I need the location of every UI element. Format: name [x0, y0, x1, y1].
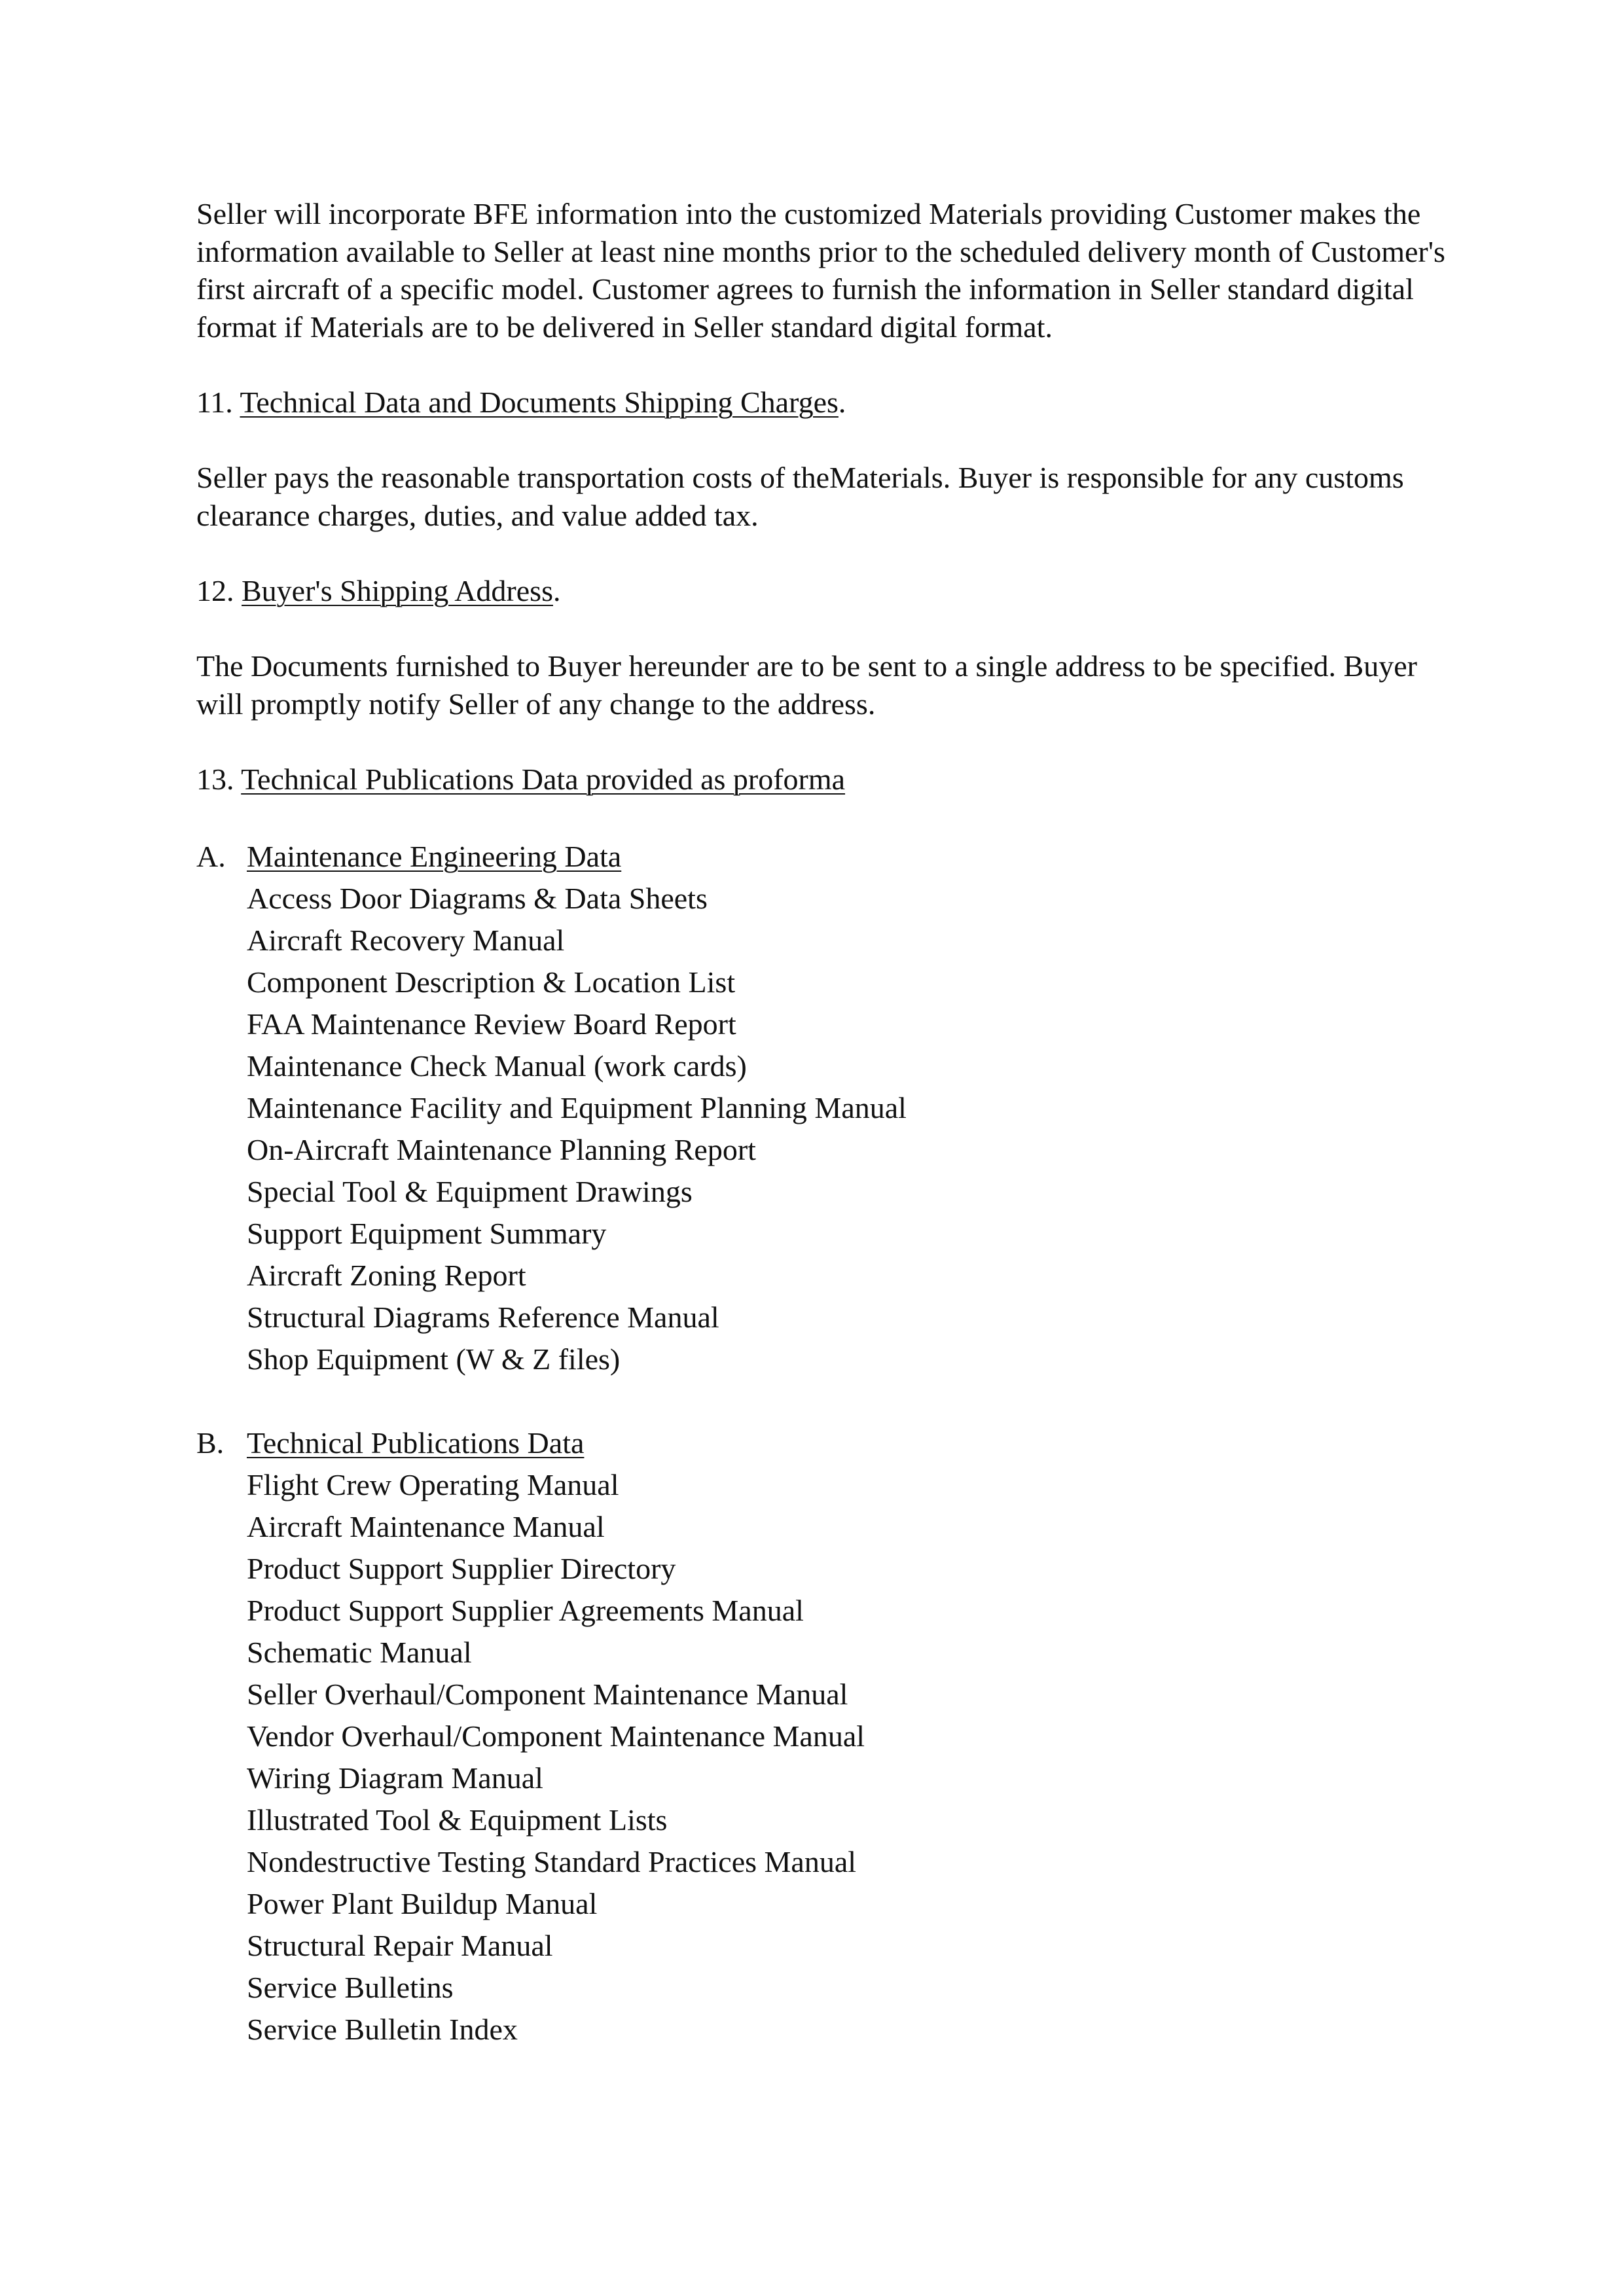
list-item: Maintenance Facility and Equipment Planning Manual [247, 1091, 907, 1125]
list-item: Special Tool & Equipment Drawings [247, 1175, 693, 1209]
spacer [196, 723, 1466, 761]
list-item: Shop Equipment (W & Z files) [247, 1342, 621, 1376]
section-title: Technical Publications Data provided as proforma [241, 762, 846, 796]
list-item: Nondestructive Testing Standard Practices Manual [247, 1845, 857, 1879]
list-item: Flight Crew Operating Manual [247, 1468, 619, 1502]
section-number: 13. [196, 762, 234, 796]
list-item: Service Bulletin Index [247, 2013, 518, 2047]
section-number: 12. [196, 573, 234, 607]
spacer [196, 422, 1466, 459]
list-heading: Maintenance Engineering Data [247, 840, 622, 874]
list-item: Component Description & Location List [247, 965, 736, 999]
list-heading: Technical Publications Data [247, 1426, 585, 1460]
list-b [196, 1422, 1466, 2051]
list-item: On-Aircraft Maintenance Planning Report [247, 1133, 756, 1167]
section-12-body: The Documents furnished to Buyer hereunder are to be sent to a single address to be specified. Buyer will promptly notify Seller of any change to the address. [196, 649, 1417, 721]
section-12-heading [196, 572, 1466, 610]
list-item: Structural Diagrams Reference Manual [247, 1300, 719, 1335]
list-item: Illustrated Tool & Equipment Lists [247, 1803, 668, 1837]
section-number: 11. [196, 385, 233, 419]
list-item: Access Door Diagrams & Data Sheets [247, 882, 708, 916]
list-item: Product Support Supplier Directory [247, 1552, 676, 1586]
list-letter: A. [196, 840, 226, 874]
list-items [196, 878, 1466, 1380]
section-title-suffix: . [838, 385, 846, 419]
list-item: Service Bulletins [247, 1971, 454, 2005]
list-item: FAA Maintenance Review Board Report [247, 1007, 736, 1041]
spacer [196, 798, 1466, 836]
section-title: Buyer's Shipping Address [242, 573, 553, 607]
list-item: Maintenance Check Manual (work cards) [247, 1049, 747, 1083]
spacer [196, 534, 1466, 572]
list-item: Seller Overhaul/Component Maintenance Manual [247, 1677, 848, 1712]
spacer [196, 610, 1466, 648]
list-item: Structural Repair Manual [247, 1929, 553, 1963]
spacer [196, 346, 1466, 384]
list-items [196, 1464, 1466, 2051]
list-letter: B. [196, 1426, 225, 1460]
section-13-heading [196, 761, 1466, 798]
list-item: Vendor Overhaul/Component Maintenance Manual [247, 1719, 865, 1753]
list-item: Support Equipment Summary [247, 1217, 607, 1251]
list-item: Power Plant Buildup Manual [247, 1887, 598, 1921]
list-a [196, 836, 1466, 1380]
list-item: Product Support Supplier Agreements Manual [247, 1594, 804, 1628]
spacer [196, 1380, 1466, 1422]
document-page [196, 195, 1466, 2051]
list-item: Aircraft Recovery Manual [247, 924, 565, 958]
section-11-heading [196, 384, 1466, 422]
intro-paragraph: Seller will incorporate BFE information into the customized Materials providing Customer makes the information available to Seller at least nine months prior to the scheduled delivery month of Customer's first aircraft of a specific model. Customer agrees to furnish the information in Seller standard digital format if Materials are to be delivered in Seller standard digital format. [196, 197, 1445, 344]
list-item: Aircraft Zoning Report [247, 1259, 526, 1293]
list-item: Schematic Manual [247, 1636, 472, 1670]
list-item: Aircraft Maintenance Manual [247, 1510, 605, 1544]
list-item: Wiring Diagram Manual [247, 1761, 543, 1795]
section-title: Technical Data and Documents Shipping Charges [240, 385, 839, 419]
section-11-body: Seller pays the reasonable transportation costs of theMaterials. Buyer is responsible for any customs clearance charges, duties, and value added tax. [196, 461, 1404, 532]
section-title-suffix: . [552, 573, 561, 607]
